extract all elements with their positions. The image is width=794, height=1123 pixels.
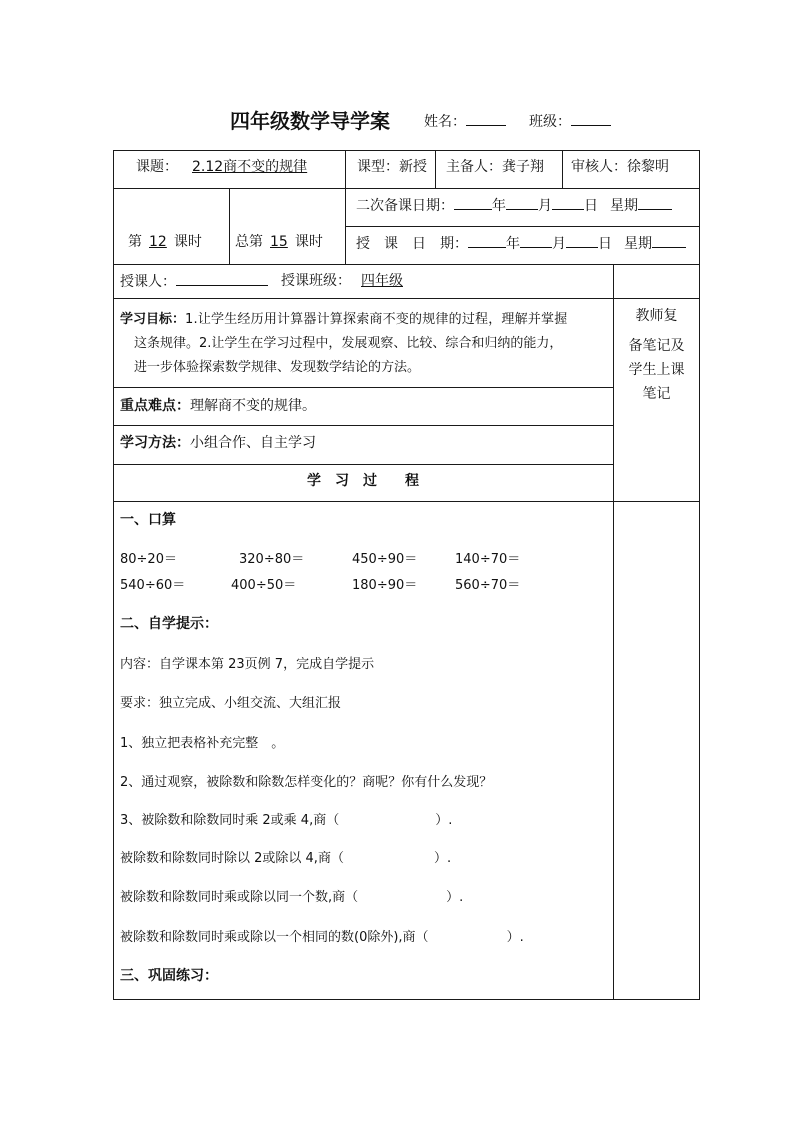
- table-border-left: [113, 150, 114, 1000]
- mental-math-item: 540÷60＝: [120, 578, 186, 593]
- learning-goals: 学习目标：1.让学生经历用计算器计算探索商不变的规律的过程，理解并掌握 这条规律。2.让学生在学习过程中，发展观察、比较、综合和归纳的能力， 进一步体验探索数学规律、发现数学结论的方法。: [120, 312, 568, 375]
- key-points: 重点难点：理解商不变的规律。: [120, 398, 316, 414]
- lesson-number-cell: 第 12 课时: [128, 234, 202, 250]
- question-3: 3、被除数和除数同时乘 2或乘 4,商（ ）.: [120, 813, 453, 828]
- question-4: 被除数和除数同时除以 2或除以 4,商（ ）.: [120, 851, 452, 866]
- process-heading: 学 习 过 程: [307, 473, 419, 489]
- mental-math-item: 320÷80＝: [239, 552, 305, 567]
- preparer-cell: 主备人：龚子翔: [446, 159, 544, 175]
- table-border-top: [113, 150, 700, 151]
- self-study-content: 内容：自学课本第 23页例 7，完成自学提示: [120, 657, 375, 672]
- class-field[interactable]: [529, 110, 611, 131]
- question-6: 被除数和除数同时乘或除以一个相同的数(0除外),商（ ）.: [120, 930, 524, 945]
- topic-cell: 课题： 2.12商不变的规律: [136, 156, 321, 176]
- total-lesson-cell: 总第 15 课时: [235, 234, 323, 250]
- name-label: 姓名：: [424, 114, 466, 130]
- section1-heading: 一、口算: [120, 512, 176, 528]
- topic-value: 2.12商不变的规律: [192, 159, 308, 175]
- page-title: 四年级数学导学案: [230, 109, 390, 133]
- mental-math-item: 140÷70＝: [455, 552, 521, 567]
- mental-math-item: 400÷50＝: [231, 578, 297, 593]
- name-field[interactable]: [424, 110, 506, 131]
- lesson-type-cell: 课型：新授: [357, 159, 427, 175]
- mental-math-item: 560÷70＝: [455, 578, 521, 593]
- section2-heading: 二、自学提示：: [120, 616, 218, 632]
- side-note: 教师复 备笔记及 学生上课 笔记: [628, 308, 685, 402]
- question-2: 2、通过观察，被除数和除数怎样变化的？商呢？你有什么发现？: [120, 775, 493, 790]
- reviewer-cell: 审核人：徐黎明: [571, 159, 669, 175]
- section3-heading: 三、巩固练习：: [120, 968, 218, 984]
- second-prep-date-field[interactable]: 二次备课日期： 年 月 日 星期: [356, 194, 672, 215]
- mental-math-item: 180÷90＝: [352, 578, 418, 593]
- teacher-field[interactable]: 授课人：: [120, 270, 268, 291]
- table-border-bottom: [113, 999, 700, 1000]
- mental-math-item: 450÷90＝: [352, 552, 418, 567]
- class-field-row[interactable]: 授课班级： 四年级: [281, 273, 403, 289]
- self-study-requirement: 要求：独立完成、小组交流、大组汇报: [120, 696, 342, 711]
- question-5: 被除数和除数同时乘或除以同一个数,商（ ）.: [120, 890, 464, 905]
- class-label: 班级：: [529, 114, 571, 130]
- mental-math-item: 80÷20＝: [120, 552, 177, 567]
- question-1: 1、独立把表格补充完整 。: [120, 736, 285, 751]
- table-border-right: [699, 150, 700, 1000]
- teach-date-field[interactable]: 授 课 日 期： 年 月 日 星期: [356, 232, 686, 253]
- learning-methods: 学习方法：小组合作、自主学习: [120, 435, 316, 451]
